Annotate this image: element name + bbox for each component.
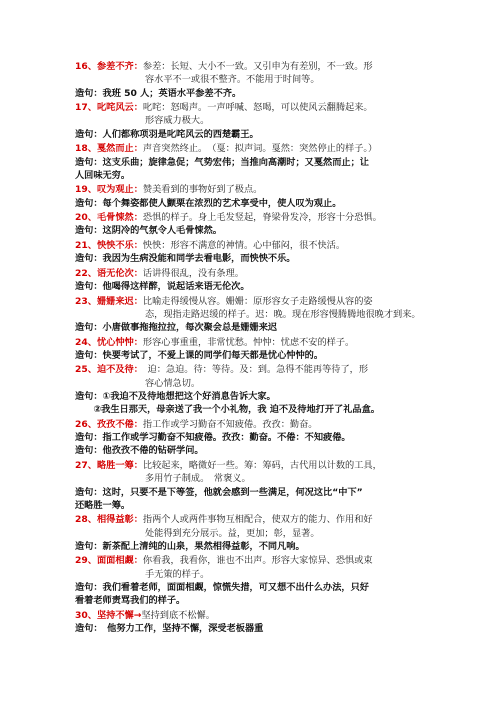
definition-text: 话讲得很乱，没有条理。 [142, 267, 244, 279]
definition-text: 形容心事重重，非常忧愁。忡忡：忧虑不安的样子。 [142, 336, 355, 348]
definition-text: 参差：长短、大小不一致。又引申为有差别，不一致。形 [142, 61, 373, 72]
entry-number: 18、 [75, 143, 97, 155]
entry-22-heading [75, 267, 244, 280]
example-sentence: 造句：他喝得这样醉，说起话来语无伦次。 [75, 281, 250, 292]
definition-text: 比较起来，略微好一些。筹：筹码，古代用以计数的工具， [142, 459, 382, 471]
example-sentence: 造句：每个舞姿都使人颤栗在浓烈的艺术享受中，使人叹为观止。 [75, 197, 342, 209]
definition-text: 赞美看到的事物好到了极点。 [142, 184, 263, 196]
entry-23-heading [75, 295, 373, 308]
definition-continuation: 处能得到充分展示。益，更加；彰，显著。 [145, 527, 320, 539]
entry-20-heading [75, 211, 382, 224]
definition-text: 叱咤：怒喝声。一声呼喊、怒喝，可以使风云翻腾起来。 [142, 102, 373, 114]
entry-27-heading [75, 459, 382, 472]
entry-number: 22、 [75, 267, 97, 279]
idiom-term: 毛骨悚然： [96, 212, 143, 224]
example-sentence: 造句：我因为生病没能和同学去看电影，而怏怏不乐。 [75, 253, 296, 265]
definition-continuation: 多用竹子制成。 常褒义。 [145, 473, 251, 485]
entry-17-heading [75, 101, 373, 114]
example-sentence: 看着老师责骂我们的样子。 [75, 595, 186, 607]
idiom-term: 怏怏不乐： [96, 239, 143, 251]
example-sentence: ②我生日那天，母亲送了我一个小礼物，我 迫不及待地打开了礼品盒。 [75, 404, 380, 416]
definition-text: 恐惧的样子。身上毛发竖起，脊梁骨发冷，形容十分恐惧。 [142, 212, 382, 224]
example-sentence: 造句：我们看着老师，面面相觑，惊慌失措，可又想不出什么办法，只好 [75, 582, 369, 593]
definition-continuation: 形容威力极大。 [145, 115, 210, 127]
idiom-term: 孜孜不倦： [96, 418, 143, 430]
entry-number: 24、 [75, 336, 97, 348]
example-sentence: 造句：新茶配上清纯的山泉，果然相得益彰，不同凡响。 [75, 540, 305, 552]
definition-text: 怏怏：形容不满意的神情。心中郁闷，很不快活。 [142, 239, 346, 251]
definition-continuation: 容心情急切。 [145, 377, 201, 389]
entry-number: 17、 [75, 102, 97, 114]
entry-18-heading [75, 142, 377, 155]
entry-number: 27、 [75, 459, 97, 471]
example-sentence: 造句：指工作或学习勤奋不知疲倦。孜孜：勤奋。不倦：不知疲倦。 [75, 432, 351, 444]
example-sentence: 造句：我班 50 人；英语水平参差不齐。 [75, 87, 242, 99]
entry-number: 16、 [75, 61, 97, 72]
definition-text: 声音突然终止。 （戛：拟声词。戛然：突然停止的样子。） [142, 143, 378, 155]
idiom-term: 语无伦次： [96, 267, 143, 279]
example-sentence: 造句：这阴冷的气氛令人毛骨悚然。 [75, 225, 222, 237]
entry-number: 19、 [75, 184, 97, 196]
definition-text: 你看我，我看你，谁也不出声。形容大家惊异、恐惧或束 [142, 555, 373, 567]
idiom-term: 戛然而止： [96, 143, 143, 155]
entry-number: 29、 [75, 555, 97, 567]
idiom-term: 略胜一筹： [96, 459, 143, 471]
example-sentence: 人回味无穷。 [75, 169, 131, 181]
definition-text: 比喻走得缓慢从容。姗姗：原形容女子走路缓慢从容的姿 [142, 295, 373, 307]
example-sentence: 造句：这时，只要不是下等签，他就会感到一些满足，何况这比“中下” [75, 486, 363, 498]
entry-19-heading [75, 183, 262, 196]
idiom-term: 叹为观止： [96, 184, 143, 196]
example-sentence: 还略胜一筹。 [75, 499, 131, 511]
entry-24-heading [75, 336, 354, 349]
example-sentence: 造句：①我迫不及待地想把这个好消息告诉大家。 [75, 391, 276, 402]
entry-number: 30、 [75, 609, 97, 621]
example-sentence: 造句：人们都称项羽是叱咤风云的西楚霸王。 [75, 128, 259, 140]
entry-25-heading [75, 363, 368, 376]
definition-continuation: 态，现指走路迟缓的样子。迟：晚。现在形容慢腾腾地很晚才到来。 [145, 308, 421, 320]
entry-number: 28、 [75, 514, 97, 526]
example-sentence: 造句：这支乐曲；旋律急促；气势宏伟；当推向高潮时；又戛然而止；让 [75, 156, 369, 168]
idiom-term: 迫不及待： [96, 364, 139, 376]
entry-number: 26、 [75, 418, 97, 430]
idiom-term: 坚持不懈→ [96, 609, 142, 621]
idiom-term: 面面相觑： [96, 555, 143, 567]
idiom-term: 姗姗来迟： [96, 295, 143, 307]
entry-28-heading [75, 513, 373, 526]
entry-21-heading [75, 239, 345, 252]
definition-text: 坚持到底不松懈。 [141, 609, 215, 621]
definition-text: 迫：急迫。待：等待。及：到。急得不能再等待了，形 [138, 364, 369, 376]
entry-29-heading [75, 554, 373, 567]
definition-continuation: 手无策的样子。 [145, 568, 210, 580]
example-sentence: 造句： 他努力工作，坚持不懈，深受老板器重 [75, 623, 264, 635]
idiom-term: 相得益彰： [96, 514, 143, 526]
entry-number: 25、 [75, 364, 97, 376]
example-sentence: 造句：快要考试了，不爱上课的同学们每天都是忧心忡忡的。 [75, 349, 324, 361]
entry-number: 23、 [75, 295, 97, 307]
example-sentence: 造句：小唐做事拖拖拉拉，每次聚会总是姗姗来迟 [75, 322, 278, 334]
idiom-term: 参差不齐： [96, 61, 143, 72]
definition-text: 指工作或学习勤奋不知疲倦。孜孜：勤奋。 [142, 418, 318, 430]
definition-text: 指两个人或两件事物互相配合，使双方的能力、作用和好 [142, 514, 373, 526]
entry-number: 21、 [75, 239, 97, 251]
definition-continuation: 容水平不一或很不整齐。不能用于时间等。 [145, 74, 320, 86]
entry-16-heading [75, 60, 373, 73]
idiom-term: 叱咤风云： [96, 102, 143, 114]
entry-30-heading [75, 609, 215, 622]
entry-26-heading [75, 418, 317, 431]
example-sentence: 造句：他孜孜不倦的钻研学问。 [75, 445, 204, 457]
entry-number: 20、 [75, 212, 97, 224]
idiom-term: 忧心忡忡： [96, 336, 143, 348]
